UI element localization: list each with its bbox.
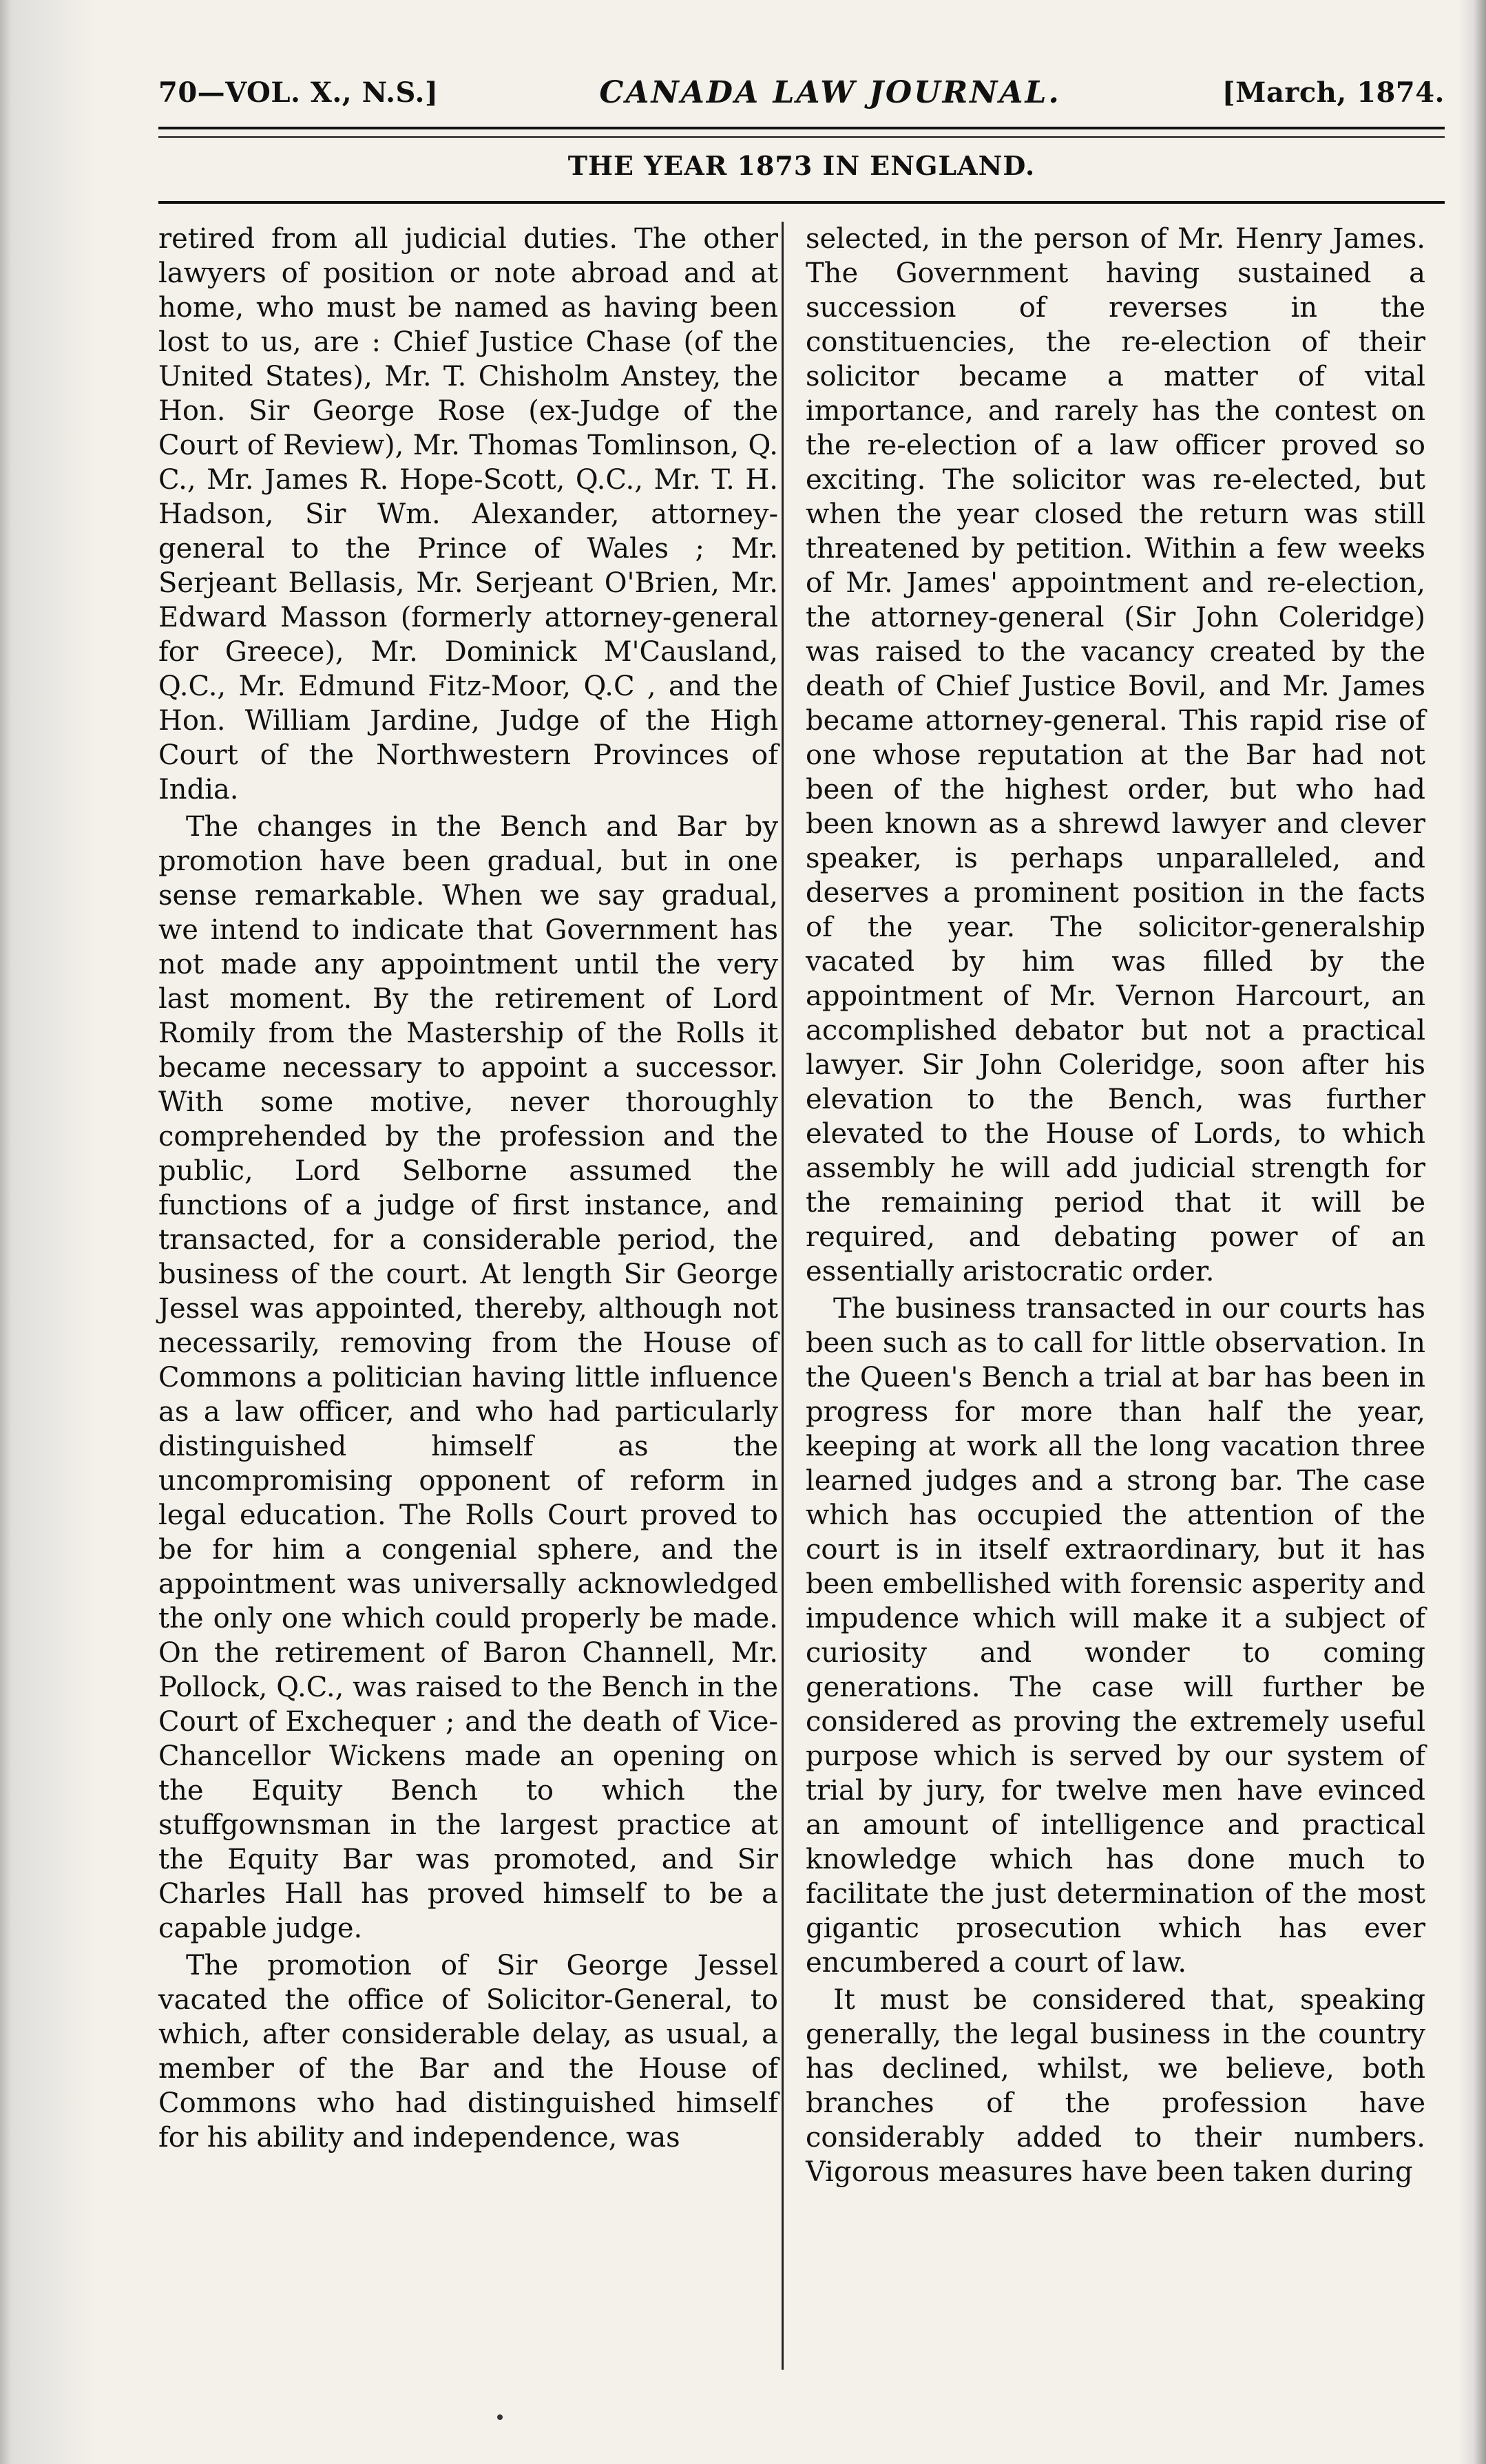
right-column [806,222,1425,2189]
footer-dot [497,2414,503,2420]
volume-reference: 70—VOL. X., N.S.] [158,76,439,109]
left-paragraph-1: retired from all judicial duties. The other lawyers of position or note abroad and at home, who must be named as having been lost to us, are : Chief Justice Chase (of the United States), Mr. T. Chisholm Anstey, the Hon. Sir George Rose (ex-Judge of the Court of Review), Mr. Thomas Tomlinson, Q. C., Mr. James R. Hope-Scott, Q.C., Mr. T. H. Hadson, Sir Wm. Alexander, attorney-general to the Prince of Wales ; Mr. Serjeant Bellasis, Mr. Serjeant O'Brien, Mr. Edward Masson (formerly attorney-general for Greece), Mr. Dominick M'Causland, Q.C., Mr. Edmund Fitz-Moor, Q.C , and the Hon. William Jardine, Judge of the High Court of the Northwestern Provinces of India. [158,223,778,805]
left-paragraph-2: The changes in the Bench and Bar by promotion have been gradual, but in one sense remarkable. When we say gradual, we intend to indicate that Government has not made any appointment until the very last moment. By the retirement of Lord Romily from the Mastership of the Rolls it became necessary to appoint a successor. With some motive, never thoroughly comprehended by the profession and the public, Lord Selborne assumed the functions of a judge of first instance, and transacted, for a considerable period, the business of the court. At length Sir George Jessel was appointed, thereby, although not necessarily, removing from the House of Commons a politician having little influence as a law officer, and who had particularly distinguished himself as the uncompromising opponent of reform in legal education. The Rolls Court proved to be for him a congenial sphere, and the appointment was universally acknowledged the only one which could properly be made. On the retirement of Baron Channell, Mr. Pollock, Q.C., was raised to the Bench in the Court of Exchequer ; and the death of Vice-Chancellor Wickens made an opening on the Equity Bench to which the stuffgownsman in the largest practice at the Equity Bar was promoted, and Sir Charles Hall has proved himself to be a capable judge. [158,811,778,1944]
left-column [158,222,778,2155]
right-page-edge [1458,0,1486,2464]
journal-title: CANADA LAW JOURNAL. [599,74,1061,110]
issue-date: [March, 1874. [1222,76,1445,109]
right-paragraph-3: It must be considered that, speaking generally, the legal business in the country has declined, whilst, we believe, both branches of the profession have considerably added to their numbers. Vigorous measures have been taken during [806,1984,1425,2188]
section-title: THE YEAR 1873 IN ENGLAND. [567,150,1036,181]
header-double-rule [158,127,1445,138]
right-paragraph-1: selected, in the person of Mr. Henry James. The Government having sustained a succession of reverses in the constituencies, the re-election of their solicitor became a matter of vital importance, and rarely has the contest on the re-election of a law officer proved so exciting. The solicitor was re-elected, but when the year closed the return was still threatened by petition. Within a few weeks of Mr. James' appointment and re-election, the attorney-general (Sir John Coleridge) was raised to the vacancy created by the death of Chief Justice Bovil, and Mr. James became attorney-general. This rapid rise of one whose reputation at the Bar had not been of the highest order, but who had been known as a shrewd lawyer and clever speaker, is perhaps unparalleled, and deserves a prominent position in the facts of the year. The solicitor-generalship vacated by him was filled by the appointment of Mr. Vernon Harcourt, an accomplished debator but not a practical lawyer. Sir John Coleridge, soon after his elevation to the Bench, was further elevated to the House of Lords, to which assembly he will add judicial strength for the remaining period that it will be required, and debating power of an essentially aristocratic order. [806,223,1425,1287]
column-divider [782,222,784,2370]
left-page-edge [0,0,96,2464]
section-rule [158,201,1445,204]
right-paragraph-2: The business transacted in our courts has been such as to call for little observation. In the Queen's Bench a trial at bar has been in progress for more than half the year, keeping at work all the long vacation three learned judges and a strong bar. The case which has occupied the attention of the court is in itself extraordinary, but it has been embellished with forensic asperity and impudence which will make it a subject of curiosity and wonder to coming generations. The case will further be considered as proving the extremely useful purpose which is served by our system of trial by jury, for twelve men have evinced an amount of intelligence and practical knowledge which has done much to facilitate the just determination of the most gigantic prosecution which has ever encumbered a court of law. [806,1293,1425,1979]
left-paragraph-3: The promotion of Sir George Jessel vacated the office of Solicitor-General, to which, after considerable delay, as usual, a member of the Bar and the House of Commons who had distinguished himself for his ability and independence, was [158,1950,778,2154]
journal-header [158,65,1445,120]
